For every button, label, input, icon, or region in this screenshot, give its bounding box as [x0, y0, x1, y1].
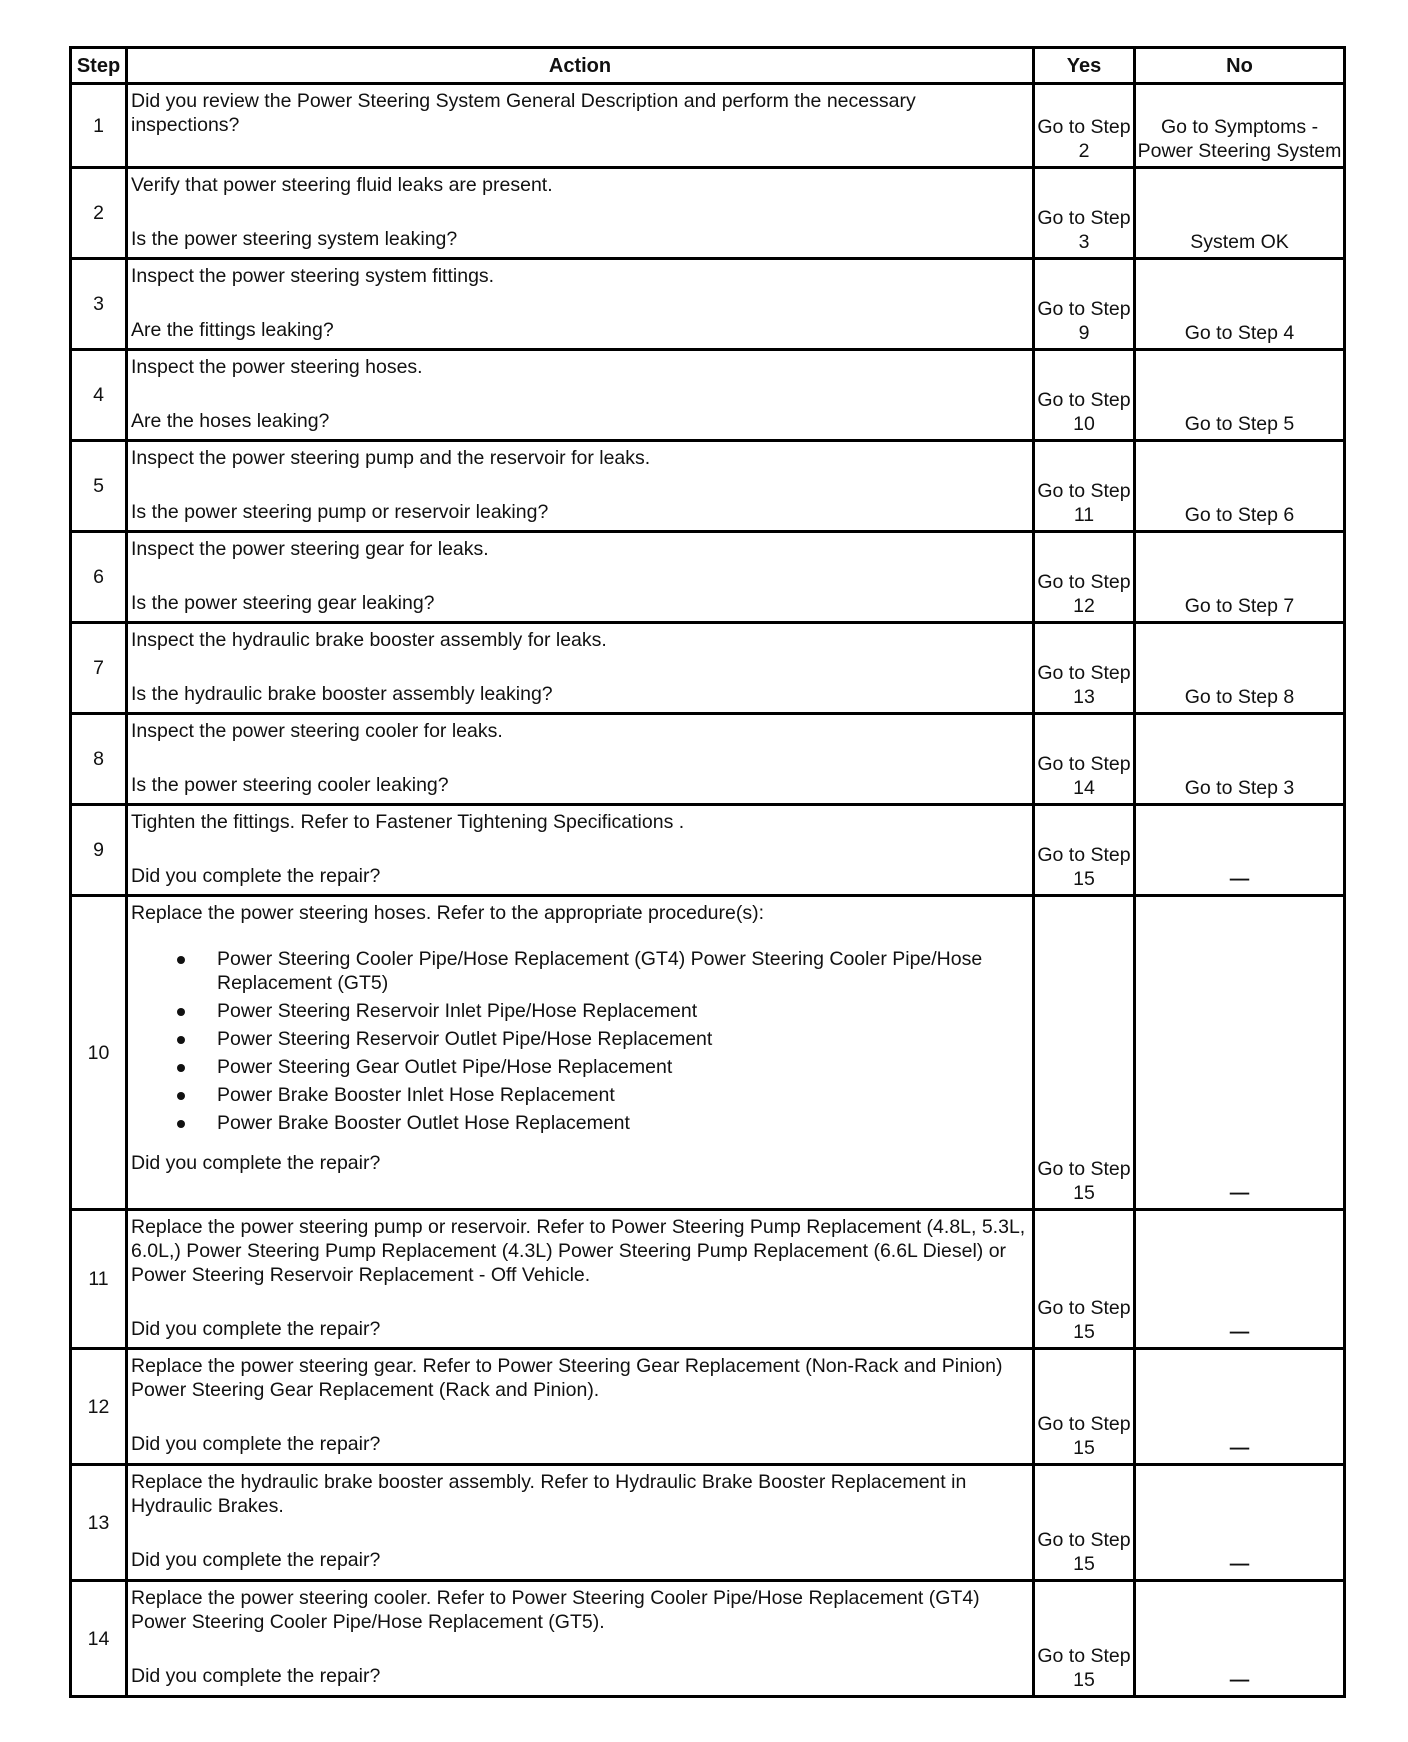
no-cell: Go to Symptoms - Power Steering System [1135, 84, 1345, 168]
header-action: Action [127, 48, 1034, 84]
step-number: 3 [71, 259, 127, 350]
list-item: Power Brake Booster Outlet Hose Replacement [217, 1111, 1028, 1135]
step-number: 2 [71, 168, 127, 259]
no-cell: System OK [1135, 168, 1345, 259]
header-row [71, 48, 1345, 84]
table-row [71, 896, 1345, 1210]
action-text: Inspect the power steering pump and the reservoir for leaks. [131, 447, 651, 469]
no-cell: Go to Step 5 [1135, 350, 1345, 441]
table-row [71, 714, 1345, 805]
action-text: Inspect the power steering system fittings. [131, 265, 495, 287]
action-text: Inspect the power steering gear for leaks. [131, 538, 489, 560]
yes-cell: Go to Step 10 [1034, 350, 1135, 441]
table-row [71, 1465, 1345, 1581]
yes-cell: Go to Step 3 [1034, 168, 1135, 259]
action-question: Did you complete the repair? [131, 865, 381, 887]
no-cell: Go to Step 3 [1135, 714, 1345, 805]
header-step: Step [71, 48, 127, 84]
action-cell [127, 259, 1034, 350]
action-question: Is the power steering gear leaking? [131, 592, 435, 614]
no-cell: — [1135, 1581, 1345, 1697]
yes-cell: Go to Step 15 [1034, 1581, 1135, 1697]
action-question: Did you complete the repair? [131, 1665, 381, 1687]
table-row [71, 805, 1345, 896]
action-cell [127, 623, 1034, 714]
header-yes: Yes [1034, 48, 1135, 84]
action-cell [127, 441, 1034, 532]
action-cell [127, 1581, 1034, 1697]
action-question: Are the hoses leaking? [131, 410, 330, 432]
action-cell [127, 532, 1034, 623]
yes-cell: Go to Step 15 [1034, 1210, 1135, 1349]
step-number: 1 [71, 84, 127, 168]
action-cell [127, 1465, 1034, 1581]
action-cell [127, 1210, 1034, 1349]
action-text: Did you review the Power Steering System General Description and perform the necessary inspections? [131, 90, 916, 136]
yes-cell: Go to Step 14 [1034, 714, 1135, 805]
action-text: Verify that power steering fluid leaks are present. [131, 174, 553, 196]
table-row [71, 259, 1345, 350]
no-cell: Go to Step 7 [1135, 532, 1345, 623]
action-question: Is the hydraulic brake booster assembly leaking? [131, 683, 553, 705]
list-item: Power Steering Reservoir Inlet Pipe/Hose Replacement [217, 999, 1028, 1023]
table-row [71, 350, 1345, 441]
action-cell [127, 805, 1034, 896]
no-cell: — [1135, 1210, 1345, 1349]
step-number: 6 [71, 532, 127, 623]
no-cell: — [1135, 805, 1345, 896]
step-number: 11 [71, 1210, 127, 1349]
action-cell [127, 1349, 1034, 1465]
step-number: 8 [71, 714, 127, 805]
action-question: Are the fittings leaking? [131, 319, 334, 341]
table-row [71, 84, 1345, 168]
action-text: Replace the power steering pump or reservoir. Refer to Power Steering Pump Replacement (4.8L, 5.3L, 6.0L,) Power Steering Pump Replacement (4.3L) Power Steering Pump Replacement (6.6L Diesel) or Power Steering Reservoir Replacement - Off Vehicle. [131, 1216, 1026, 1286]
yes-cell: Go to Step 15 [1034, 1349, 1135, 1465]
table-row [71, 441, 1345, 532]
step-number: 9 [71, 805, 127, 896]
list-item: Power Steering Reservoir Outlet Pipe/Hose Replacement [217, 1027, 1028, 1051]
action-question: Did you complete the repair? [131, 1152, 381, 1174]
list-item: Power Brake Booster Inlet Hose Replacement [217, 1083, 1028, 1107]
table-row [71, 1581, 1345, 1697]
action-cell [127, 896, 1034, 1210]
no-cell: — [1135, 1465, 1345, 1581]
step-number: 13 [71, 1465, 127, 1581]
action-cell [127, 168, 1034, 259]
action-text: Tighten the fittings. Refer to Fastener Tightening Specifications . [131, 811, 685, 833]
action-text: Replace the power steering cooler. Refer to Power Steering Cooler Pipe/Hose Replacement (GT4) Power Steering Cooler Pipe/Hose Replacement (GT5). [131, 1587, 980, 1633]
action-text: Inspect the power steering cooler for leaks. [131, 720, 503, 742]
step-number: 10 [71, 896, 127, 1210]
action-cell [127, 84, 1034, 168]
step-number: 12 [71, 1349, 127, 1465]
step-number: 4 [71, 350, 127, 441]
yes-cell: Go to Step 15 [1034, 896, 1135, 1210]
list-item: Power Steering Cooler Pipe/Hose Replacement (GT4) Power Steering Cooler Pipe/Hose Replacement (GT5) [217, 947, 1028, 995]
step-number: 5 [71, 441, 127, 532]
table-row [71, 1210, 1345, 1349]
action-text: Replace the power steering gear. Refer to Power Steering Gear Replacement (Non-Rack and Pinion) Power Steering Gear Replacement (Rack and Pinion). [131, 1355, 1003, 1401]
diagnostic-table [69, 46, 1346, 1698]
action-text: Replace the power steering hoses. Refer to the appropriate procedure(s): [131, 902, 765, 924]
no-cell: — [1135, 1349, 1345, 1465]
yes-cell: Go to Step 9 [1034, 259, 1135, 350]
action-cell [127, 350, 1034, 441]
action-question: Is the power steering pump or reservoir leaking? [131, 501, 549, 523]
action-question: Did you complete the repair? [131, 1318, 381, 1340]
action-text: Replace the hydraulic brake booster assembly. Refer to Hydraulic Brake Booster Replacement in Hydraulic Brakes. [131, 1471, 967, 1517]
step-number: 14 [71, 1581, 127, 1697]
no-cell: — [1135, 896, 1345, 1210]
action-cell [127, 714, 1034, 805]
yes-cell: Go to Step 11 [1034, 441, 1135, 532]
action-text: Inspect the hydraulic brake booster assembly for leaks. [131, 629, 607, 651]
yes-cell: Go to Step 12 [1034, 532, 1135, 623]
step-number: 7 [71, 623, 127, 714]
no-cell: Go to Step 4 [1135, 259, 1345, 350]
yes-cell: Go to Step 13 [1034, 623, 1135, 714]
table-row [71, 532, 1345, 623]
yes-cell: Go to Step 15 [1034, 1465, 1135, 1581]
table-row [71, 1349, 1345, 1465]
header-no: No [1135, 48, 1345, 84]
list-item: Power Steering Gear Outlet Pipe/Hose Replacement [217, 1055, 1028, 1079]
diagnostic-table-container [69, 46, 1343, 1698]
table-row [71, 623, 1345, 714]
action-question: Is the power steering cooler leaking? [131, 774, 449, 796]
no-cell: Go to Step 6 [1135, 441, 1345, 532]
no-cell: Go to Step 8 [1135, 623, 1345, 714]
action-question: Did you complete the repair? [131, 1433, 381, 1455]
action-question: Did you complete the repair? [131, 1549, 381, 1571]
yes-cell: Go to Step 15 [1034, 805, 1135, 896]
action-question: Is the power steering system leaking? [131, 228, 458, 250]
yes-cell: Go to Step 2 [1034, 84, 1135, 168]
procedure-list [131, 947, 1028, 1135]
action-text: Inspect the power steering hoses. [131, 356, 423, 378]
table-row [71, 168, 1345, 259]
